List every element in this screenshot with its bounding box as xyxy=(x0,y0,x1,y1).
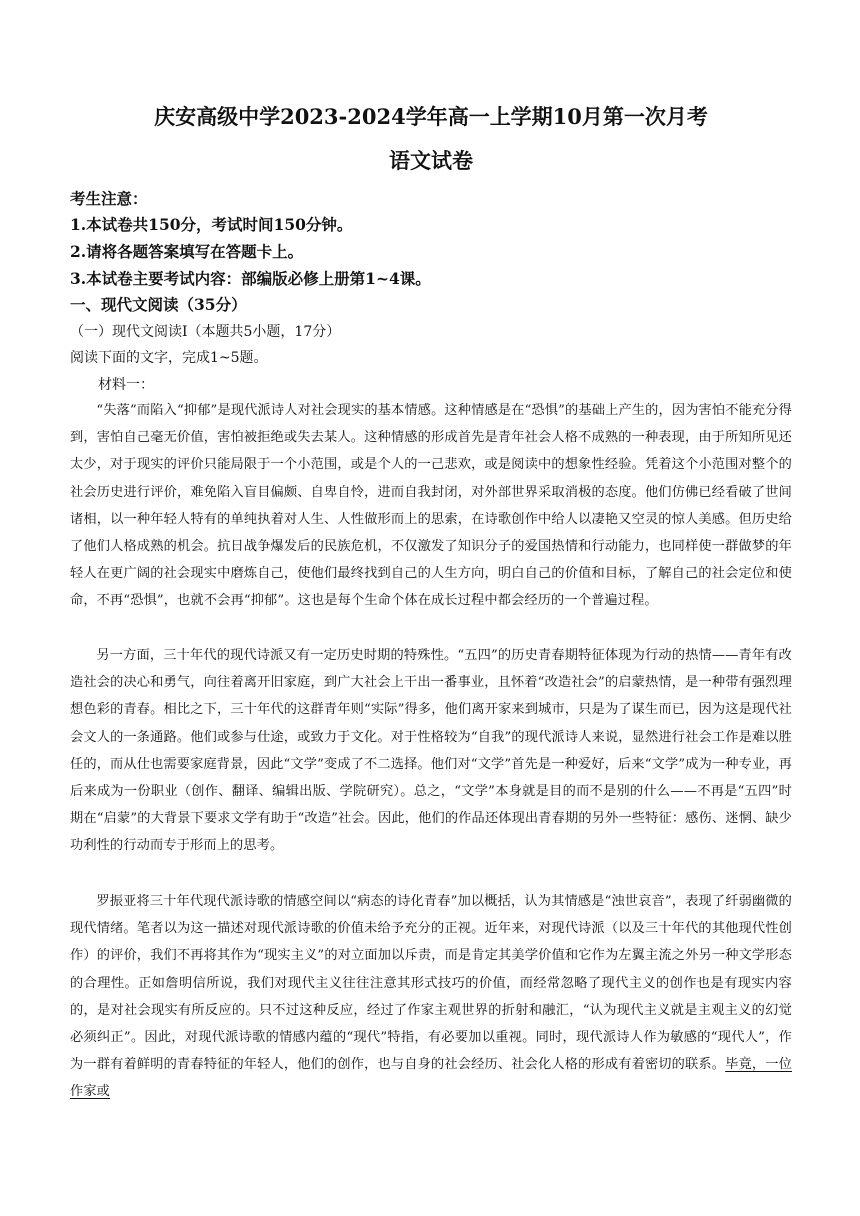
exam-page xyxy=(70,0,792,1216)
section-heading: 一、现代文阅读（35分） xyxy=(70,295,247,314)
paragraph-1: “失落”而陷入“抑郁”是现代派诗人对社会现实的基本情感。这种情感是在“恐惧”的基础上产生的，因为害怕不能充分得到，害怕自己毫无价值，害怕被拒绝或失去某人。这种情感的形成首先是青年社会人格不成熟的一种表现，由于所知所见还太少，对于现实的评价只能局限于一个小范围，或是个人的一己悲欢，或是阅读中的想象性经验。凭着这个小范围对整个的社会历史进行评价，难免陷入盲目偏颇、自卑自怜，进而自我封闭，对外部世界采取消极的态度。他们仿佛已经看破了世间诸相，以一种年轻人特有的单纯执着对人生、人性做形而上的思索，在诗歌创作中给人以凄艳又空灵的惊人美感。但历史给了他们人格成熟的机会。抗日战争爆发后的民族危机，不仅激发了知识分子的爱国热情和行动能力，也同样使一群做梦的年轻人在更广阔的社会现实中磨炼自己，使他们最终找到自己的人生方向，明白自己的价值和目标，了解自己的社会定位和使命，不再“恐惧”，也就不会再“抑郁”。这也是每个生命个体在成长过程中都会经历的一个普遍过程。 xyxy=(70,403,792,609)
notice-heading: 考生注意： xyxy=(70,189,148,208)
notice-item-1: 1.本试卷共150分，考试时间150分钟。 xyxy=(70,215,353,234)
reading-instruction: 阅读下面的文字，完成1~5题。 xyxy=(70,350,268,366)
underlined-sentence: 毕竟，一位作家或 xyxy=(70,1057,792,1100)
paragraph-3-text: 罗振亚将三十年代现代派诗歌的情感空间以“病态的诗化青春”加以概括，认为其情感是“浊世哀音”，表现了纤弱幽微的现代情绪。笔者以为这一描述对现代派诗歌的价值未给予充分的正视。近年来，对现代诗派（以及三十年代的其他现代性创作）的评价，我们不再将其作为“现实主义”的对立面加以斥责，而是肯定其美学价值和它作为左翼主流之外另一种文学形态的合理性。正如詹明信所说，我们对现代主义往往注意其形式技巧的价值，而经常忽略了现代主义的创作也是有现实内容的，是对社会现实有所反应的。只不过这种反应，经过了作家主观世界的折射和融汇，“认为现代主义就是主观主义的幻觉必须纠正”。因此，对现代派诗歌的情感内蕴的“现代”特指，有必要加以重视。同时，现代派诗人作为敏感的“现代人”，作为一群有着鲜明的青春特征的年轻人，他们的创作，也与自身的社会经历、社会化人格的形成有着密切的联系。 xyxy=(70,894,792,1073)
paragraph-3 xyxy=(70,888,792,1106)
section-subheading: （一）现代文阅读Ⅰ（本题共5小题，17分） xyxy=(70,324,341,340)
exam-title: 庆安高级中学2023-2024学年高一上学期10月第一次月考 xyxy=(154,104,708,129)
paragraph-2: 另一方面，三十年代的现代诗派又有一定历史时期的特殊性。“五四”的历史青春期特征体现为行动的热情——青年有改造社会的决心和勇气，向往着离开旧家庭，到广大社会上干出一番事业，且怀着“改造社会”的启蒙热情，是一种带有强烈理想色彩的青春。相比之下，三十年代的这群青年则“实际”得多，他们离开家来到城市，只是为了谋生而已，因为这是现代社会文人的一条通路。他们或参与仕途，或致力于文化。对于性格较为“自我”的现代派诗人来说，显然进行社会工作是难以胜任的，而从仕也需要家庭背景，因此“文学”变成了不二选择。他们对“文学”首先是一种爱好，后来“文学”成为一种专业，再后来成为一份职业（创作、翻译、编辑出版、学院研究）。总之，“文学”本身就是目的而不是别的什么——不再是“五四”时期在“启蒙”的大背景下要求文学有助于“改造”社会。因此，他们的作品还体现出青春期的另外一些特征：感伤、迷惘、缺少功利性的行动而专于形而上的思考。 xyxy=(70,648,792,854)
notice-item-2: 2.请将各题答案填写在答题卡上。 xyxy=(70,242,304,261)
exam-subtitle: 语文试卷 xyxy=(389,148,473,173)
material-label: 材料一： xyxy=(98,377,154,393)
notice-item-3: 3.本试卷主要考试内容：部编版必修上册第1~4课。 xyxy=(70,269,431,288)
